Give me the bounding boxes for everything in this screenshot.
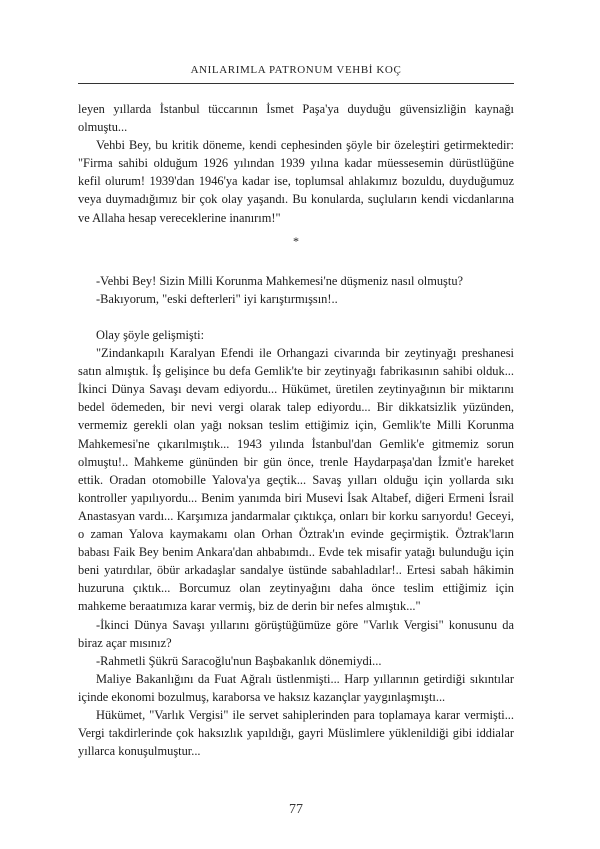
interview-exchange-1 — [78, 272, 514, 308]
paragraph-wealth-tax: Hükümet, "Varlık Vergisi" ile servet sahiplerinden para toplamaya karar vermişti... Vergi takdirlerinde çok haksızlık yapıldığı, gayri Müslimlere yüklenildiği gibi iddialar yıllarca konuşulmuştur... — [78, 707, 514, 759]
opening-section — [78, 100, 514, 227]
paragraph-intro: Olay şöyle gelişmişti: — [96, 328, 205, 342]
interview-question: -İkinci Dünya Savaşı yıllarını görüştüğümüze göre "Varlık Vergisi" konusunu da biraz açar mısınız? — [78, 617, 514, 650]
section-separator: * — [293, 234, 299, 248]
interview-answer: -Rahmetli Şükrü Saracoğlu'nun Başbakanlık dönemiydi... — [96, 653, 382, 668]
interview-answer: -Bakıyorum, "eski defterleri" iyi karıştırmışsın!.. — [96, 292, 338, 307]
paragraph-self-criticism: Vehbi Bey, bu kritik döneme, kendi cephesinden şöyle bir özeleştiri getirmektedir: "Firma sahibi olduğum 1926 yılından 1939 yılına kadar müessesemin dürüstlüğüne kefil olurum! 1939'dan 1946'ya kadar ise, toplumsal ahlakımız bozuldu, duyduğumuz veya duymadığımız bir çok olay yaşandı. Bu konularda, suçluların kendi vicdanlarına ve Allaha hesap vereceklerine inanırım!" — [78, 138, 514, 225]
story-section — [78, 326, 514, 760]
interview-question: -Vehbi Bey! Sizin Milli Korunma Mahkemesi'ne düşmeniz nasıl olmuştu? — [96, 274, 464, 288]
paragraph-quote: "Zindankapılı Karalyan Efendi ile Orhangazi civarında bir zeytinyağı preshanesi satın almıştık. İş gelişince bu defa Gemlik'te bir zeytinyağı fabrikasının sahibi olduk... İkinci Dünya Savaşı devam ediyordu... Hükümet, üretilen zeytinyağının bir miktarını bedel ödemeden, bir nevi vergi olarak talep ediyordu... Bir dikkatsizlik yüzünden, vermemiz gerekli olan yağı noksan teslim ettiğimiz için, Gemlik'te Milli Korunma Mahkemesi'ne çıkarılmıştık... 1943 yılında İstanbul'dan Gemlik'e gitmemiz sorun olmuştu!.. Mahkeme gününden bir gün önce, trenle Haydarpaşa'dan İzmit'e hareket ettik. Oradan otomobille Yalova'ya geçtik... Savaş yılları olduğu için yollarda sıkı kontroller yapılıyordu... Benim yanımda biri Musevi İsak Altabef, diğeri Ermeni İsrail Anastasyan vardı... Karşımıza jandarmalar çıktıkça, onları bir korku sarıyordu! Geceyi, o zaman Yalova kaymakamı olan Orhan Öztrak'ın evinde geçirmiştik. Öztrak'ların babası Faik Bey benim Ankara'dan ahbabımdı.. Evde tek misafir yatağı bulunduğu için beni yatırdılar, öbür arkadaşlar sandalye üstünde sabahladılar!.. Ertesi sabah hâkimin huzuruna çıktık... Borcumuz olan zeytinyağını daha önce teslim ettiğimiz için mahkeme beraatımıza karar vermiş, biz de derin bir nefes almıştık..." — [78, 346, 514, 614]
page-number: 77 — [289, 802, 303, 817]
paragraph-finance-ministry: Maliye Bakanlığını da Fuat Ağralı üstlenmişti... Harp yıllarının getirdiği sıkıntılar içinde ekonomi bozulmuş, karaborsa ve haksız kazançlar yaygınlaşmıştı... — [78, 671, 514, 704]
paragraph-continuation: leyen yıllarda İstanbul tüccarının İsmet Paşa'ya duyduğu güvensizliğin kaynağı olmuştu... — [78, 102, 514, 135]
header-rule — [78, 83, 514, 84]
running-header: ANILARIMLA PATRONUM VEHBİ KOÇ — [190, 64, 402, 76]
